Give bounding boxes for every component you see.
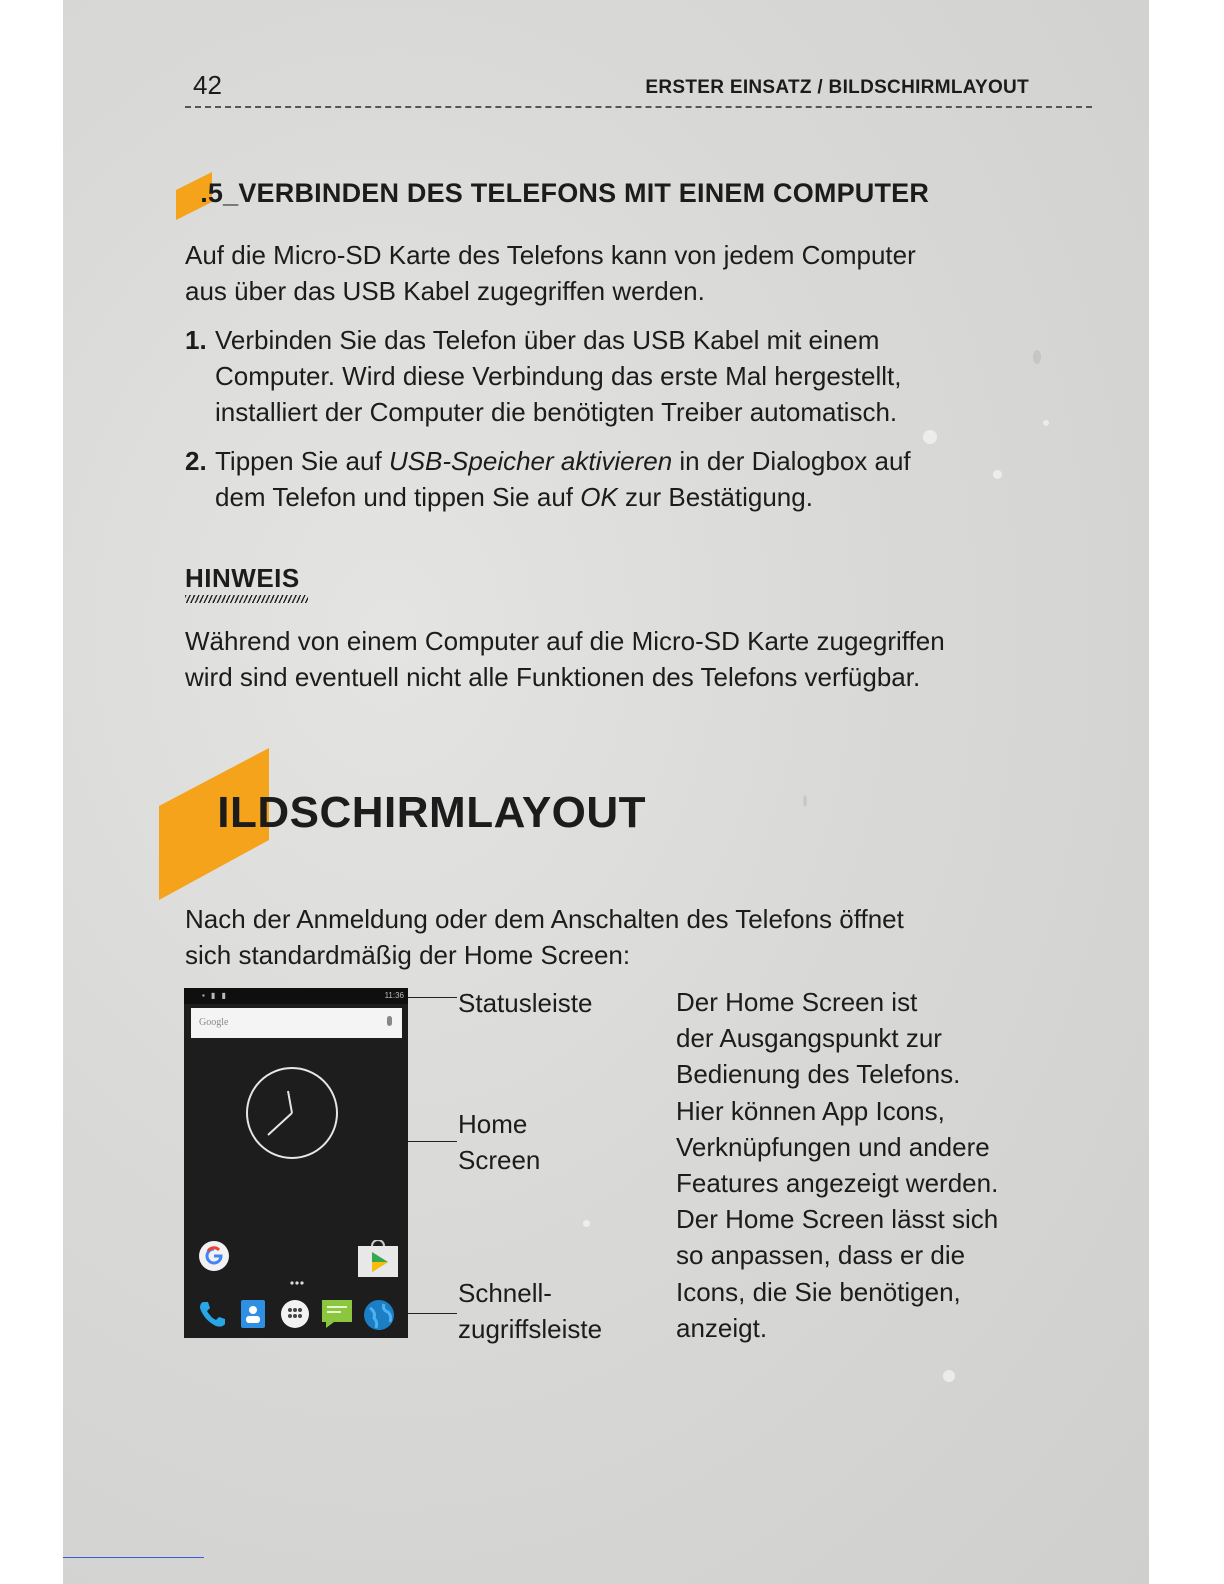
section-title-text: .5_VERBINDEN DES TELEFONS MIT EINEM COMPUTER bbox=[200, 178, 930, 208]
section-intro-line: aus über das USB Kabel zugegriffen werden. bbox=[185, 276, 705, 306]
app-drawer-icon bbox=[279, 1298, 311, 1330]
description-line: so anpassen, dass er die bbox=[676, 1240, 966, 1271]
phone-app-icon bbox=[196, 1298, 228, 1330]
footer-rule bbox=[63, 1557, 204, 1558]
step-emphasis: OK bbox=[580, 482, 618, 512]
callout-line-status bbox=[408, 997, 457, 998]
step-emphasis: USB-Speicher aktivieren bbox=[388, 446, 673, 476]
page-dots-icon bbox=[289, 1280, 305, 1286]
step-line: Computer. Wird diese Verbindung das erste Mal hergestellt, bbox=[215, 361, 902, 391]
step-line: Verbinden Sie das Telefon über das USB Kabel mit einem bbox=[215, 325, 880, 355]
callout-line-dock bbox=[408, 1313, 457, 1314]
chapter-title-text: ILDSCHIRMLAYOUT bbox=[217, 788, 647, 837]
note-line: Während von einem Computer auf die Micro-SD Karte zugegriffen bbox=[185, 626, 945, 656]
description-line: Der Home Screen lässt sich bbox=[676, 1204, 999, 1235]
callout-label-line: Home bbox=[458, 1109, 528, 1139]
section-title bbox=[185, 178, 929, 209]
running-head: ERSTER EINSATZ / BILDSCHIRMLAYOUT bbox=[645, 77, 1029, 98]
chapter-intro-line: sich standardmäßig der Home Screen: bbox=[185, 940, 631, 970]
step-text: zur Bestätigung. bbox=[617, 482, 813, 512]
step-1 bbox=[185, 322, 1085, 430]
chapter-title bbox=[185, 788, 646, 838]
step-line: installiert der Computer die benötigten Treiber automatisch. bbox=[215, 397, 898, 427]
callout-statusleiste: Statusleiste bbox=[458, 988, 593, 1018]
messaging-app-icon bbox=[320, 1296, 354, 1330]
chapter-intro bbox=[185, 901, 1085, 973]
description-line: Hier können App Icons, bbox=[676, 1095, 945, 1126]
clock-icon bbox=[244, 1065, 340, 1161]
description-line: Verknüpfungen und andere bbox=[676, 1131, 990, 1162]
note-text bbox=[185, 623, 1085, 695]
google-app-icon bbox=[198, 1240, 230, 1272]
browser-app-icon bbox=[362, 1298, 396, 1332]
step-2 bbox=[185, 443, 1085, 515]
note-underline bbox=[185, 595, 308, 603]
description-line: Der Home Screen ist bbox=[676, 987, 918, 1017]
step-line bbox=[215, 443, 1085, 479]
description-line: der Ausgangspunkt zur bbox=[676, 1023, 942, 1054]
description-line: Icons, die Sie benötigen, bbox=[676, 1276, 961, 1307]
step-line bbox=[215, 479, 1085, 515]
step-text: in der Dialogbox auf bbox=[672, 446, 911, 476]
search-text: Google bbox=[199, 1017, 229, 1028]
callout-label-line: zugriffsleiste bbox=[458, 1314, 603, 1344]
section-intro bbox=[185, 237, 1085, 309]
step-number: 2. bbox=[185, 446, 207, 476]
contacts-app-icon bbox=[238, 1298, 268, 1330]
google-search-bar bbox=[191, 1008, 402, 1038]
chapter-intro-line: Nach der Anmeldung oder dem Anschalten des Telefons öffnet bbox=[185, 904, 904, 934]
description-line: Features angezeigt werden. bbox=[676, 1168, 999, 1199]
note-heading: HINWEIS bbox=[185, 563, 300, 593]
page-number: 42 bbox=[193, 70, 222, 100]
manual-page bbox=[63, 0, 1149, 1584]
section-intro-line: Auf die Micro-SD Karte des Telefons kann von jedem Computer bbox=[185, 240, 916, 270]
phone-status-bar bbox=[184, 988, 408, 1004]
status-icons: ▪ ▮ ▮ bbox=[202, 991, 229, 1000]
description-line: anzeigt. bbox=[676, 1312, 768, 1343]
play-store-icon bbox=[357, 1240, 399, 1278]
step-text: dem Telefon und tippen Sie auf bbox=[215, 482, 581, 512]
note-line: wird sind eventuell nicht alle Funktionen des Telefons verfügbar. bbox=[185, 662, 921, 692]
mic-icon bbox=[387, 1016, 392, 1026]
callout-line-home bbox=[408, 1141, 457, 1142]
step-number: 1. bbox=[185, 325, 207, 355]
callout-schnellzugriffsleiste bbox=[458, 1275, 602, 1347]
step-text: Tippen Sie auf bbox=[215, 446, 389, 476]
callout-label-line: Schnell- bbox=[458, 1278, 552, 1308]
status-time: 11:36 bbox=[384, 991, 404, 1000]
description-line: Bedienung des Telefons. bbox=[676, 1059, 961, 1090]
header-divider bbox=[185, 106, 1092, 108]
callout-label-line: Screen bbox=[458, 1145, 541, 1175]
home-screen-description bbox=[676, 984, 1036, 1346]
callout-home-screen bbox=[458, 1106, 540, 1178]
phone-screenshot bbox=[184, 988, 408, 1338]
